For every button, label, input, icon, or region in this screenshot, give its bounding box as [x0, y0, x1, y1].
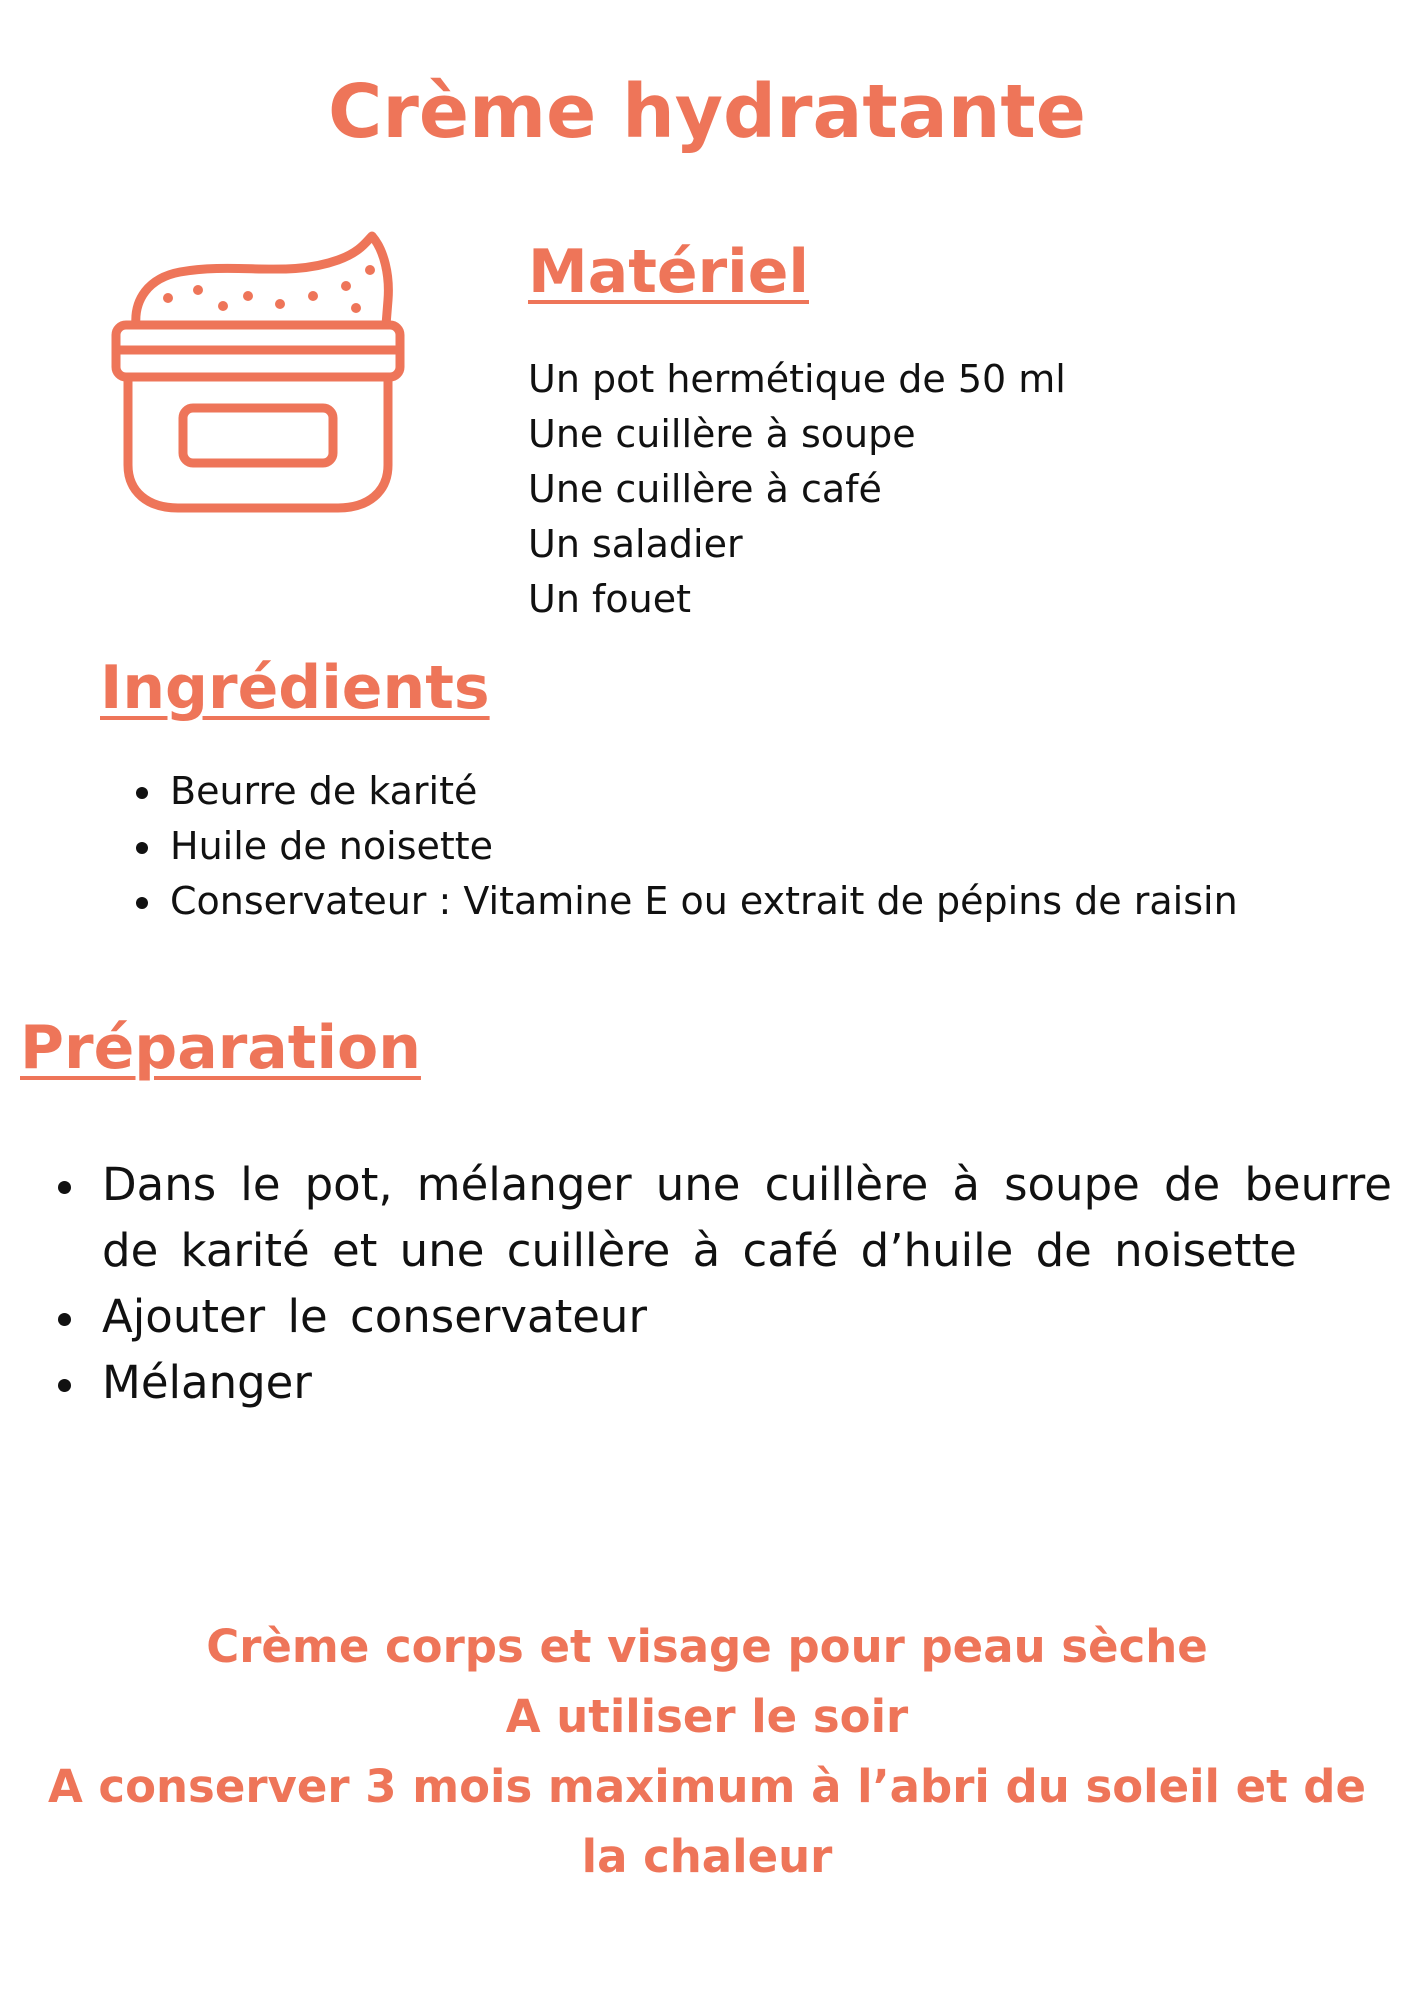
- list-item: Un fouet: [528, 577, 691, 621]
- materiel-list: [528, 352, 1066, 627]
- materiel-heading: Matériel: [528, 237, 809, 307]
- preparation-list: [102, 1152, 1392, 1416]
- ingredients-heading: Ingrédients: [100, 653, 490, 723]
- list-item: Un pot hermétique de 50 ml: [528, 357, 1066, 401]
- list-item: Huile de noisette: [170, 819, 1238, 874]
- list-item: Mélanger: [102, 1350, 1392, 1416]
- note-line: Crème corps et visage pour peau sèche: [206, 1620, 1208, 1673]
- usage-notes: [20, 1612, 1394, 1892]
- list-item: Beurre de karité: [170, 764, 1238, 819]
- ingredients-list: [170, 764, 1238, 929]
- list-item: Une cuillère à soupe: [528, 412, 916, 456]
- cream-jar-icon: [108, 230, 408, 515]
- note-line: A conserver 3 mois maximum à l’abri du soleil et de la chaleur: [47, 1760, 1367, 1883]
- list-item: Ajouter le conservateur: [102, 1284, 1392, 1350]
- note-line: A utiliser le soir: [505, 1690, 909, 1743]
- list-item: Une cuillère à café: [528, 467, 882, 511]
- list-item: Conservateur : Vitamine E ou extrait de pépins de raisin: [170, 874, 1238, 929]
- page-title: Crème hydratante: [328, 69, 1086, 155]
- preparation-heading: Préparation: [20, 1013, 421, 1083]
- list-item: Un saladier: [528, 522, 743, 566]
- list-item: Dans le pot, mélanger une cuillère à soupe de beurre de karité et une cuillère à café d’huile de noisette: [102, 1152, 1392, 1284]
